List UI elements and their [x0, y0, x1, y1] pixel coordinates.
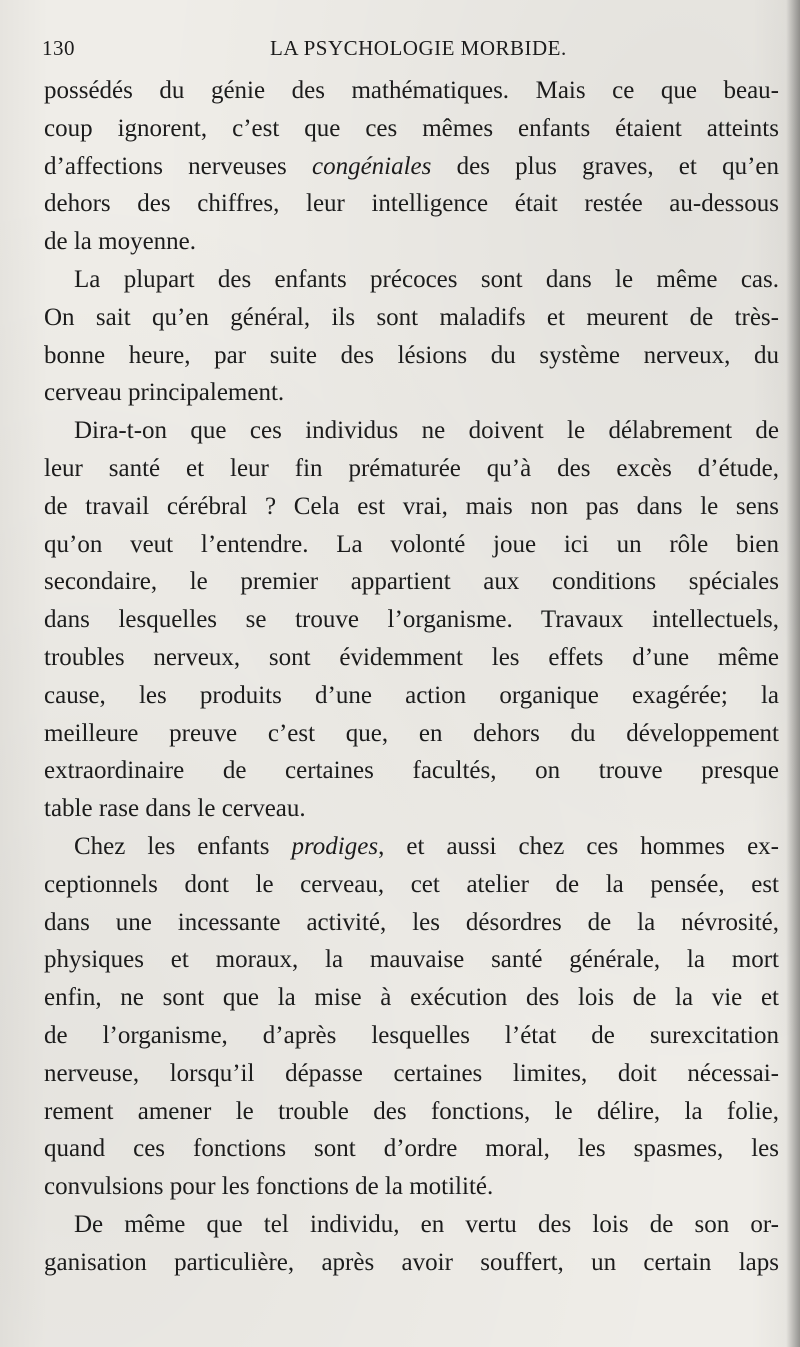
text-line	[44, 261, 779, 299]
text-line	[44, 866, 779, 904]
text-line	[44, 412, 779, 450]
text-run: des plus graves, et qu’en	[431, 152, 779, 180]
text-run: secondaire, le premier appartient aux conditions spéciales	[44, 568, 779, 596]
text-line	[44, 979, 779, 1017]
text-run: De même que tel individu, en vertu des lois de son or-	[74, 1210, 779, 1238]
text-run: bonne heure, par suite des lésions du système nerveux, du	[44, 341, 779, 369]
text-run: troubles nerveux, sont évidemment les effets d’une même	[44, 643, 779, 671]
text-line	[44, 1168, 779, 1206]
text-run: de travail cérébral ? Cela est vrai, mais non pas dans le sens	[44, 492, 779, 520]
text-run: de la moyenne.	[44, 228, 197, 256]
text-run: La plupart des enfants précoces sont dans le même cas.	[74, 265, 779, 293]
text-run: , et aussi chez ces hommes ex-	[378, 832, 779, 860]
text-run: coup ignorent, c’est que ces mêmes enfants étaient atteints	[44, 114, 779, 142]
text-run: enfin, ne sont que la mise à exécution des lois de la vie et	[44, 984, 779, 1012]
text-line	[44, 1206, 779, 1244]
text-run: meilleure preuve c’est que, en dehors du développement	[44, 719, 779, 747]
text-run: Dira-t-on que ces individus ne doivent le délabrement de	[74, 417, 779, 445]
text-line	[44, 488, 779, 526]
text-line	[44, 1244, 779, 1282]
running-head	[42, 36, 742, 66]
running-title: LA PSYCHOLOGIE MORBIDE.	[270, 36, 567, 60]
text-line	[44, 677, 779, 715]
text-line	[44, 563, 779, 601]
text-line	[44, 715, 779, 753]
text-run: dans une incessante activité, les désordres de la névrosité,	[44, 908, 779, 936]
text-run: On sait qu’en général, ils sont maladifs et meurent de très-	[44, 303, 779, 331]
text-run: table rase dans le cerveau.	[44, 795, 306, 823]
text-line	[44, 1055, 779, 1093]
text-run: physiques et moraux, la mauvaise santé générale, la mort	[44, 946, 779, 974]
text-line	[44, 1017, 779, 1055]
text-run: cause, les produits d’une action organique exagérée; la	[44, 681, 779, 709]
italic-text: congéniales	[311, 152, 432, 180]
text-line	[44, 1093, 779, 1131]
text-line	[44, 450, 779, 488]
page-edge-shadow	[786, 0, 800, 1347]
text-line	[44, 72, 779, 110]
text-run: Chez les enfants	[74, 832, 292, 860]
text-line	[44, 148, 779, 186]
page-number: 130	[42, 36, 75, 60]
text-line	[44, 601, 779, 639]
text-line	[44, 904, 779, 942]
text-line	[44, 790, 779, 828]
text-run: convulsions pour les fonctions de la motilité.	[44, 1173, 494, 1201]
text-line	[44, 828, 779, 866]
text-run: extraordinaire de certaines facultés, on trouve presque	[44, 757, 779, 785]
text-line	[44, 941, 779, 979]
text-run: de l’organisme, d’après lesquelles l’état de surexcitation	[44, 1021, 779, 1049]
text-run: dans lesquelles se trouve l’organisme. Travaux intellectuels,	[44, 606, 779, 634]
text-line	[44, 223, 779, 261]
text-run: cerveau principalement.	[44, 379, 285, 407]
text-line	[44, 1130, 779, 1168]
text-run: possédés du génie des mathématiques. Mais ce que beau-	[44, 77, 779, 104]
text-line	[44, 185, 779, 223]
text-line	[44, 337, 779, 375]
text-line	[44, 374, 779, 412]
text-line	[44, 299, 779, 337]
body-text	[44, 72, 779, 1282]
text-run: qu’on veut l’entendre. La volonté joue ici un rôle bien	[44, 530, 779, 558]
text-run: ceptionnels dont le cerveau, cet atelier de la pensée, est	[44, 870, 779, 898]
text-run: leur santé et leur fin prématurée qu’à des excès d’étude,	[44, 454, 779, 482]
text-run: dehors des chiffres, leur intelligence était restée au-dessous	[44, 190, 779, 218]
text-run: d’affections nerveuses	[44, 152, 312, 180]
text-line	[44, 639, 779, 677]
text-line	[44, 110, 779, 148]
text-line	[44, 526, 779, 564]
italic-text: prodiges	[291, 832, 379, 860]
text-run: quand ces fonctions sont d’ordre moral, les spasmes, les	[44, 1135, 779, 1163]
text-run: rement amener le trouble des fonctions, le délire, la folie,	[44, 1097, 779, 1125]
text-run: nerveuse, lorsqu’il dépasse certaines limites, doit nécessai-	[44, 1059, 779, 1087]
text-run: ganisation particulière, après avoir souffert, un certain laps	[44, 1248, 779, 1276]
text-line	[44, 752, 779, 790]
